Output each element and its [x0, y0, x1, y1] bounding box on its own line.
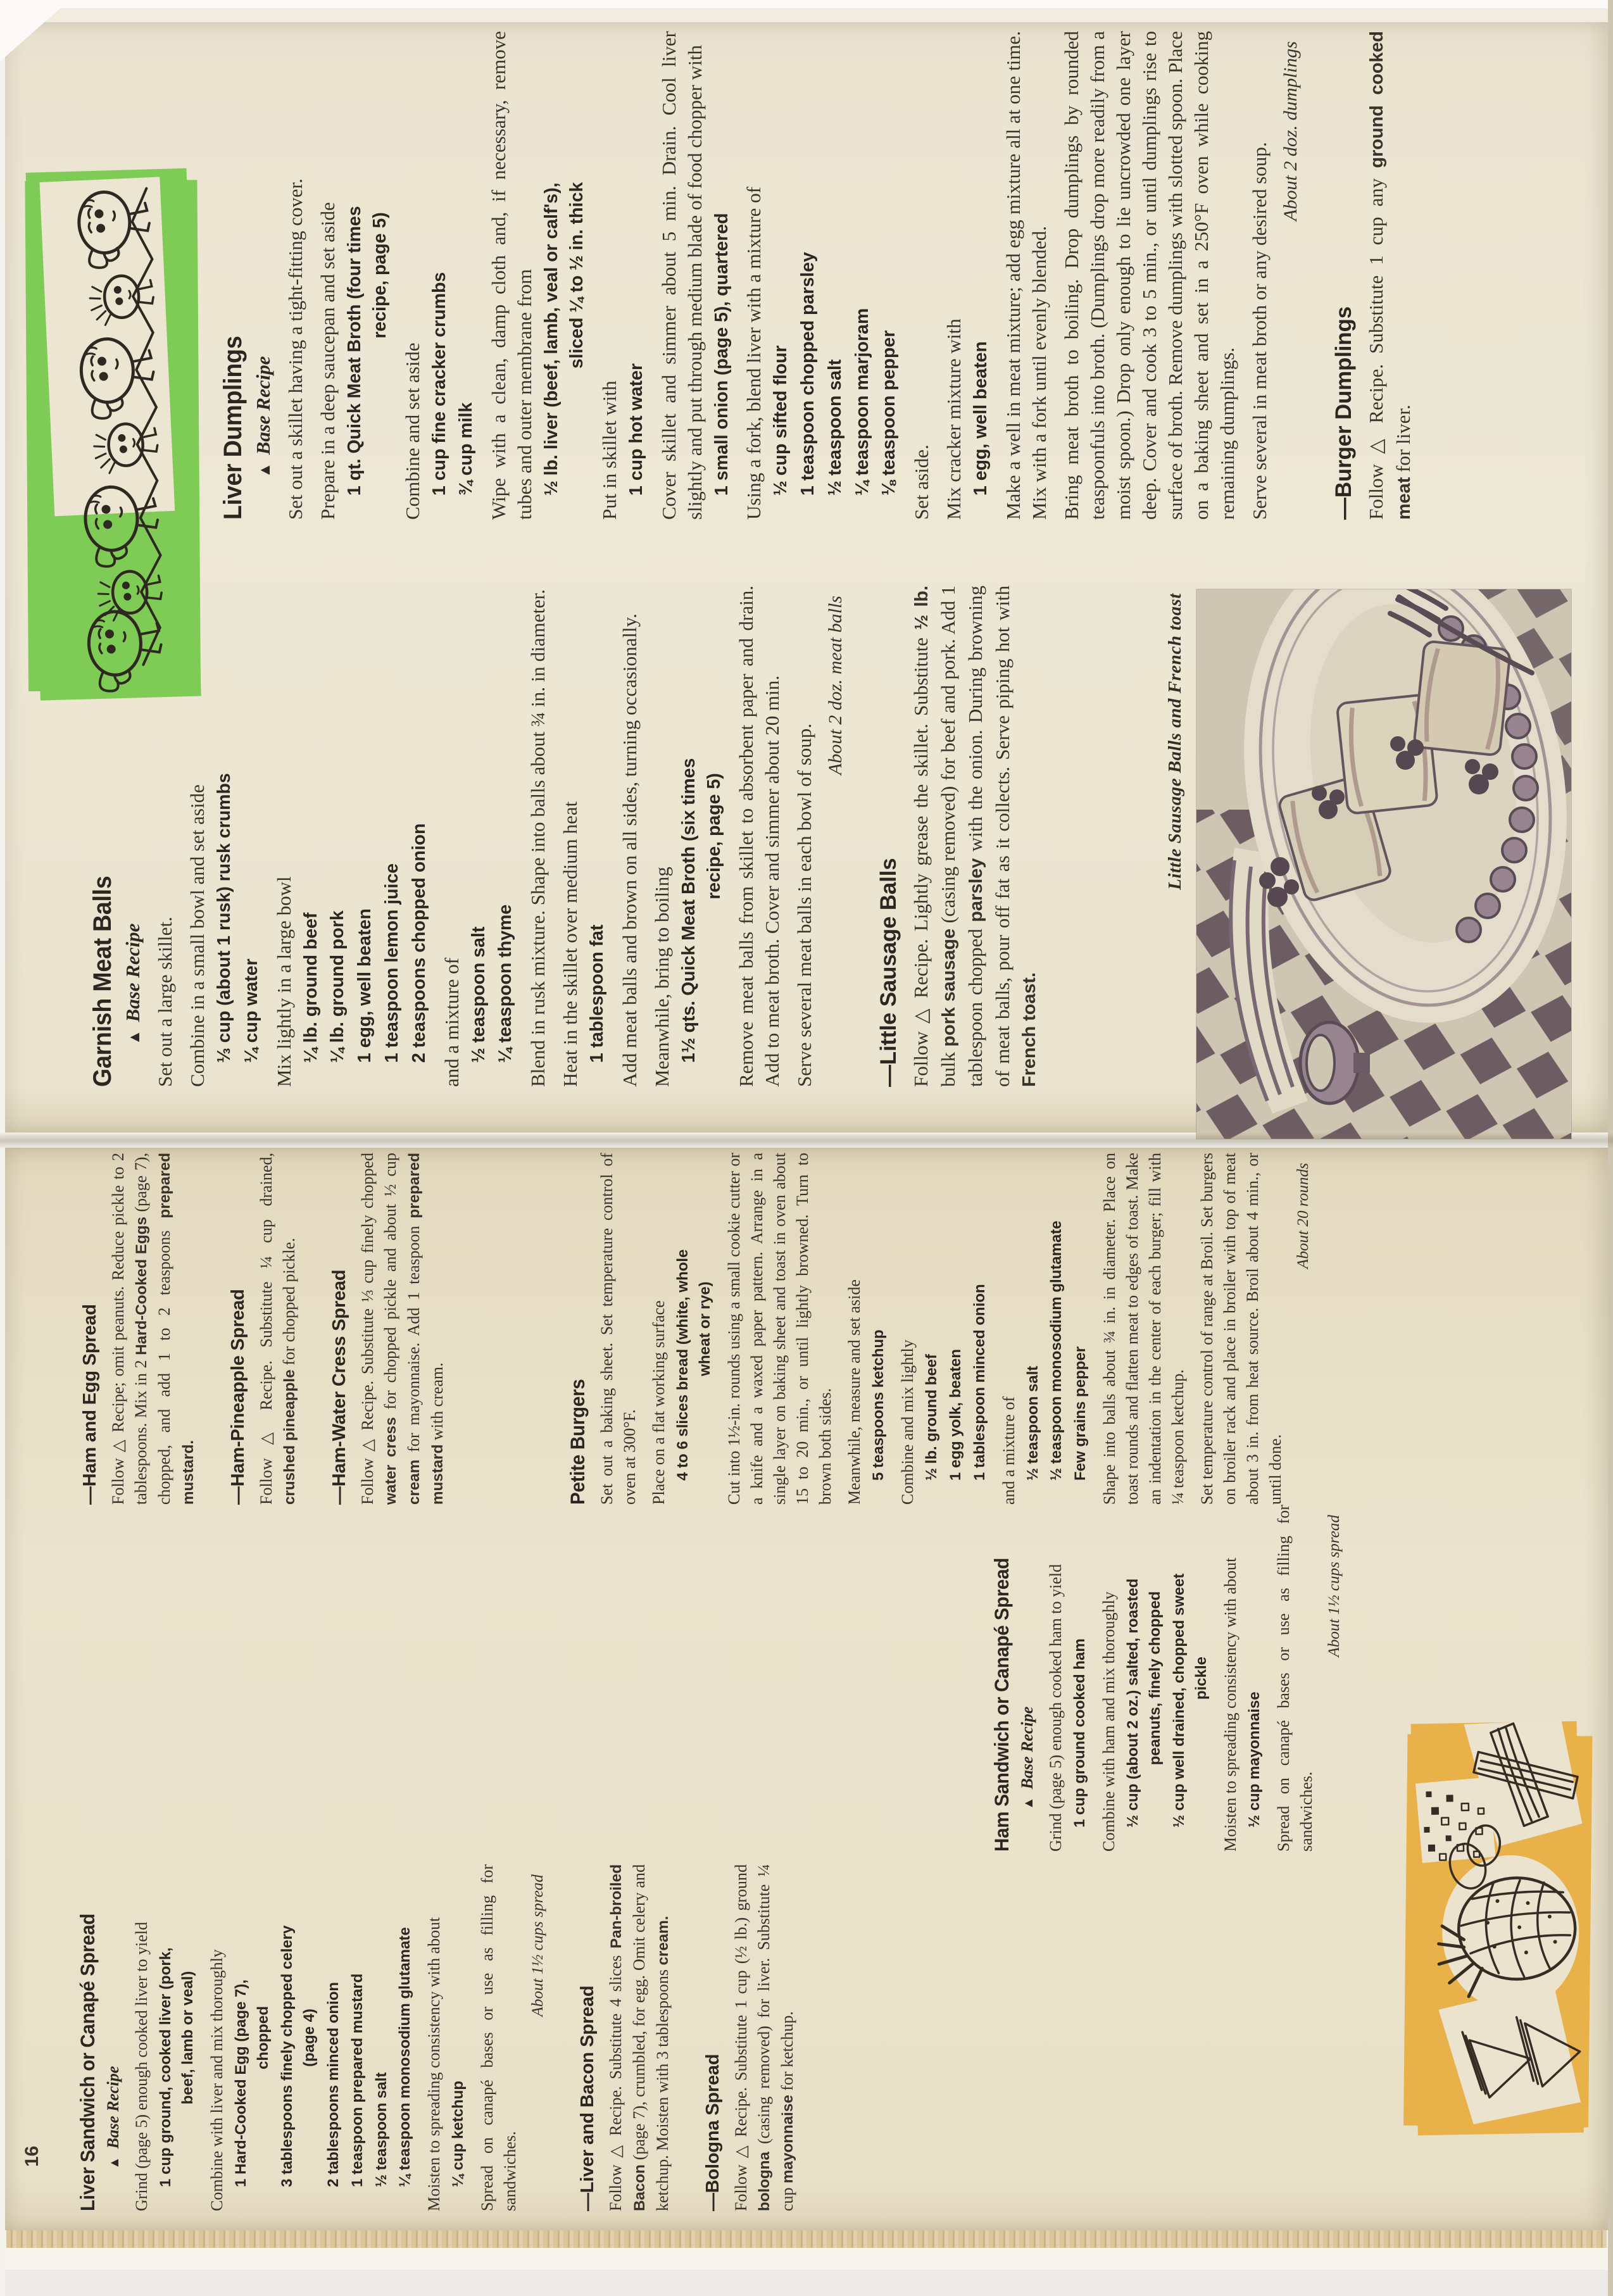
ingredient-line: ½ teaspoon salt	[1024, 1365, 1041, 1481]
variation-title: —Ham-Pineapple Spread	[228, 1289, 248, 1505]
ingredient-line: ¾ cup milk	[456, 402, 477, 496]
ingredient	[454, 31, 479, 520]
ingredient-line: ½ lb. ground beef	[922, 1353, 940, 1481]
ingredient	[353, 586, 378, 1087]
ingredient-line: ½ teaspoon salt	[372, 2072, 390, 2187]
base-recipe-label: ▲Base Recipe	[252, 356, 274, 478]
variation-title: —Liver and Bacon Spread	[577, 1985, 598, 2211]
ingredient	[467, 586, 492, 1087]
step-text: Follow △ Recipe; omit peanuts. Reduce pickle to 2 tablespoons. Mix in 2 Hard-Cooked Eggs (page 7), chopped, and add 1 to 2 teaspoons prepared mustard.	[109, 1153, 197, 1505]
ingredient	[299, 586, 324, 1087]
recipe-title: Liver Sandwich or Canapé Spread	[76, 1913, 99, 2211]
left-page-column-1	[76, 1864, 800, 2211]
step-text: Remove meat balls from skillet to absorbent paper and drain. Add to meat broth. Cover and simmer about 20 min.	[735, 586, 784, 1087]
ingredient	[672, 1153, 717, 1505]
ingredient	[969, 1153, 991, 1505]
ingredient	[1244, 1505, 1266, 1852]
picnic-foods-illustration	[1393, 1700, 1608, 2143]
ingredient-line: ¼ cup ketchup	[449, 2080, 467, 2187]
bold-ingredient-ref: parsley	[966, 858, 987, 922]
ingredient-line: ⅓ cup (about 1 rusk) rusk crumbs	[214, 773, 235, 1063]
book-gutter	[0, 1132, 1613, 1149]
bold-ingredient-ref: ground cooked meat	[1366, 30, 1414, 520]
ingredient-line: sliced ¼ to ½ in. thick	[567, 182, 587, 369]
ingredient-line: 1 cup ground, cooked liver (pork,	[157, 1947, 175, 2187]
ingredient-line: 1 cup ground cooked ham	[1071, 1638, 1089, 1828]
step-text: Add meat balls and brown on all sides, turning occasionally.	[618, 613, 641, 1087]
ingredient-line: 5 teaspoons ketchup	[869, 1329, 887, 1481]
ingredient	[539, 31, 590, 520]
ingredient-line: wheat or rye)	[696, 1281, 713, 1376]
step-text: Cover skillet and simmer about 5 min. Drain. Cool liver slightly and put through medium blade of food chopper with	[657, 31, 706, 520]
variation-title: —Ham and Egg Spread	[80, 1304, 100, 1505]
page-left	[5, 1148, 1608, 2230]
under-page-edge	[0, 2248, 1613, 2269]
ingredient-line: ½ cup (about 2 oz.) salted, roasted	[1124, 1578, 1142, 1828]
ingredient-line: (page 4)	[300, 2009, 318, 2067]
ingredient	[448, 1864, 470, 2211]
ingredient	[1069, 1505, 1091, 1852]
ingredient-line: ½ lb. liver (beef, lamb, veal or calf's),	[541, 182, 562, 496]
ingredient	[677, 586, 727, 1087]
ingredient-line: 1 Hard-Cooked Egg (page 7),	[232, 1979, 250, 2187]
ingredient	[427, 31, 453, 520]
ingredient-line: ½ teaspoon monosodium glutamate	[1048, 1220, 1065, 1481]
ingredient	[769, 31, 794, 520]
step-text: Heat in the skillet over medium heat	[559, 801, 582, 1087]
step-text: Put in skillet with	[598, 380, 620, 520]
ingredient-line: ¼ teaspoon thyme	[495, 904, 516, 1063]
step-text: Meanwhile, measure and set aside	[844, 1279, 863, 1505]
ingredient	[277, 1864, 321, 2211]
spacer	[449, 1153, 532, 1505]
ingredient-line: pickle	[1192, 1656, 1210, 1700]
ingredient-line: 1 egg, well beaten	[970, 341, 991, 496]
ingredient-line: 1 tablespoon fat	[587, 924, 608, 1063]
bold-ingredient-ref: pork sausage	[939, 928, 960, 1047]
recipe-title: Ham Sandwich or Canapé Spread	[990, 1557, 1013, 1852]
step-text: Shape into balls about ¾ in. in diameter. Place on toast rounds and flatten meat to edges of toast. Make an indentation in the center of each burger; fill with ¼ teaspoon ketchup.	[1100, 1153, 1188, 1505]
ingredient-line: 1 egg, well beaten	[355, 908, 375, 1063]
ingredient	[1070, 1153, 1092, 1505]
ingredient-line: ⅛ teaspoon pepper	[879, 330, 900, 496]
ingredient	[347, 1864, 369, 2211]
filled-triangle-icon: ▲	[107, 2156, 122, 2169]
ingredient	[1022, 1153, 1045, 1505]
step-text: Follow △ Recipe. Substitute 1 cup any ground cooked meat for liver.	[1364, 30, 1414, 520]
filled-triangle-icon: ▲	[126, 1029, 143, 1045]
filled-triangle-icon: ▲	[1021, 1797, 1036, 1810]
ingredient	[380, 586, 405, 1087]
ingredient	[877, 31, 902, 520]
step-text: Follow △ Recipe. Substitute 1 cup (½ lb.) ground bologna (casing removed) for liver. Substitute ¼ cup mayonnaise for ketchup.	[732, 1864, 797, 2211]
ingredient	[342, 31, 393, 520]
yield-note: About 1½ cups spread	[529, 1874, 547, 2017]
step-text: Spread on canapé bases or use as filling for sandwiches.	[1274, 1505, 1315, 1852]
left-page-column-2	[990, 1505, 1346, 1852]
photo-caption: Little Sausage Balls and French toast	[1165, 593, 1185, 890]
bold-ingredient-ref: Pan-broiled Bacon	[608, 1864, 649, 2211]
ingredient-line: ¼ lb. ground beef	[300, 912, 321, 1063]
page-edge-white	[0, 0, 1613, 8]
step-text: Set out a baking sheet. Set temperature control of oven at 300°F.	[598, 1153, 639, 1505]
step-text: Grind (page 5) enough cooked liver to yield	[132, 1921, 151, 2211]
ingredient	[325, 586, 351, 1087]
filled-triangle-icon: ▲	[256, 462, 273, 478]
step-text: Grind (page 5) enough cooked ham to yield	[1046, 1564, 1065, 1852]
ingredient-line: 1 teaspoon prepared mustard	[348, 1973, 366, 2187]
ingredient	[969, 31, 994, 520]
ingredient-line: 1 tablespoon minced onion	[970, 1284, 988, 1481]
step-text: Cut into 1½-in. rounds using a small cookie cutter or a knife and a waxed paper pattern. Arrange in a single layer on baking sheet and toast in oven about 15 to 20 min., or until lightly browned. Turn to brown both sides.	[724, 1153, 834, 1505]
ingredient	[1169, 1505, 1213, 1852]
bold-ingredient-ref: water cress	[382, 1417, 399, 1505]
ingredient-line: ½ cup well drained, chopped sweet	[1170, 1573, 1188, 1828]
ingredient-line: ¼ cup water	[241, 958, 261, 1063]
step-text: Moisten to spreading consistency with about	[1221, 1557, 1240, 1852]
recipe-title: Garnish Meat Balls	[89, 875, 116, 1087]
step-text: Serve several meat balls in each bowl of soup.	[793, 723, 816, 1087]
variation-title: —Ham-Water Cress Spread	[329, 1269, 349, 1505]
ingredient-line: 1 cup fine cracker crumbs	[429, 272, 449, 496]
ingredient	[155, 1864, 199, 2211]
variation-title: —Bologna Spread	[703, 2054, 724, 2211]
bold-ingredient-ref: ½ lb.	[912, 586, 932, 630]
bold-ingredient-ref: cream	[406, 1459, 423, 1505]
bold-ingredient-ref: cream.	[655, 1916, 672, 1966]
ingredient-line: ½ teaspoon salt	[468, 926, 489, 1063]
step-text: Set aside.	[910, 444, 933, 520]
ingredient	[945, 1153, 967, 1505]
step-text: Set out a large skillet.	[154, 917, 177, 1087]
step-text: Moisten to spreading consistency with about	[425, 1917, 444, 2211]
ingredient	[407, 586, 432, 1087]
ingredient	[921, 1153, 943, 1505]
ingredient-line: beef, lamb or veal)	[179, 1971, 197, 2105]
ingredient-line: 3 tablespoons finely chopped celery	[278, 1925, 296, 2187]
step-text: and a mixture of	[440, 957, 463, 1087]
step-text: Serve several in meat broth or any desired soup.	[1248, 142, 1271, 520]
step-text: Mix cracker mixture with	[943, 318, 965, 520]
step-text: Prepare in a deep saucepan and set aside	[317, 202, 339, 520]
right-page-column-2	[219, 31, 1417, 520]
step-text: Combine in a small bowl and set aside	[186, 784, 209, 1087]
bold-ingredient-ref: French toast.	[1019, 972, 1040, 1087]
ingredient-line: recipe, page 5)	[369, 212, 390, 339]
step-text: Bring meat broth to boiling. Drop dumplings by rounded teaspoonfuls into broth. (Dumplings drop more readily from a moist spoon.) Drop only enough to lie uncrowded one layer deep. Cover and cook 3 to 5 min., or until dumplings rise to surface of broth. Remove dumplings with slotted spoon. Place on a baking sheet and set in a 250°F oven while cooking remaining dumplings.	[1060, 31, 1238, 520]
step-text: Follow △ Recipe. Substitute 4 slices Pan-broiled Bacon (page 7), crumbled, for egg. Omit celery and ketchup. Moisten with 3 tablespoons cream.	[606, 1864, 672, 2211]
ingredient	[493, 586, 518, 1087]
yield-note: About 2 doz. dumplings	[1279, 41, 1301, 221]
ingredient-line: ½ cup sifted flour	[770, 345, 791, 496]
base-recipe-label: ▲Base Recipe	[122, 923, 144, 1045]
ingredient	[371, 1864, 393, 2211]
step-text: Set temperature control of range at Broil. Set burgers on broiler rack and place in broiler with top of meat about 3 in. from heat source. Broil about 4 min., or until done.	[1198, 1153, 1285, 1505]
bold-ingredient-ref: prepared mustard.	[156, 1153, 197, 1505]
ingredient	[1122, 1505, 1167, 1852]
ingredient-line: ¼ lb. ground pork	[327, 910, 348, 1063]
ingredient-line: 1 teaspoon lemon juice	[382, 863, 403, 1063]
page-edge-stack	[6, 2230, 1607, 2248]
ingredient-line: Few grains pepper	[1072, 1346, 1089, 1481]
step-text: Follow △ Recipe. Substitute ¼ cup drained, crushed pineapple for chopped pickle.	[257, 1153, 298, 1505]
recipe-title: Petite Burgers	[566, 1379, 589, 1505]
step-text: Set out a skillet having a tight-fitting cover.	[284, 179, 307, 520]
step-text: Follow △ Recipe. Substitute ⅓ cup finely chopped water cress for chopped pickle and about ½ cup cream for mayonnaise. Add 1 teaspoon prepared mustard with cream.	[358, 1153, 446, 1505]
ingredient	[239, 586, 265, 1087]
ingredient-line: peanuts, finely chopped	[1146, 1591, 1164, 1766]
ingredient-line: 1 qt. Quick Meat Broth (four times	[344, 206, 365, 496]
yield-note: About 2 doz. meat balls	[824, 596, 846, 775]
ingredient-line: 4 to 6 slices bread (white, whole	[674, 1249, 691, 1481]
bold-ingredient-ref: mayonnaise	[779, 2095, 797, 2183]
ingredient-line: ¼ teaspoon marjoram	[851, 308, 872, 496]
page-number: 16	[22, 2145, 42, 2167]
ingredient-line: recipe, page 5)	[703, 773, 724, 900]
recipe-title: Liver Dumplings	[219, 336, 247, 520]
bold-ingredient-ref: bologna	[756, 2152, 774, 2211]
ingredient	[850, 31, 876, 520]
step-text: Using a fork, blend liver with a mixture of	[743, 186, 765, 520]
ingredient	[868, 1153, 890, 1505]
step-text: Wipe with a clean, damp cloth and, if necessary, remove tubes and outer membrane from	[487, 31, 536, 520]
ingredient-line: 1 teaspoon chopped parsley	[798, 252, 819, 496]
ingredient-line: 1 small onion (page 5), quartered	[711, 213, 732, 496]
ingredient-line: ¼ teaspoon monosodium glutamate	[396, 1927, 414, 2187]
ingredient	[796, 31, 821, 520]
ingredient-line: 1½ qts. Quick Meat Broth (six times	[678, 758, 699, 1063]
ingredient	[230, 1864, 275, 2211]
step-text: and a mixture of	[999, 1396, 1018, 1505]
ingredient	[394, 1864, 417, 2211]
ingredient-line: 2 teaspoons chopped onion	[408, 823, 429, 1063]
base-recipe-label: ▲Base Recipe	[104, 2066, 122, 2169]
ingredient	[710, 31, 735, 520]
chick-children-illustration	[13, 156, 223, 703]
variation-title: —Burger Dumplings	[1331, 306, 1356, 520]
ingredient	[1046, 1153, 1068, 1505]
step-text: Combine with liver and mix thoroughly	[208, 1949, 227, 2211]
step-text: Place on a flat working surface	[650, 1300, 668, 1505]
variation-title: —Little Sausage Balls	[876, 858, 901, 1087]
step-text: Meanwhile, bring to boiling	[650, 867, 673, 1087]
ingredient	[823, 31, 848, 520]
yield-note: About 1½ cups spread	[1325, 1515, 1343, 1657]
table-background	[0, 2269, 1613, 2296]
ingredient	[323, 1864, 345, 2211]
step-text: Follow △ Recipe. Lightly grease the skillet. Substitute ½ lb. bulk pork sausage (casing removed) for beef and pork. Add 1 tablespoon chopped parsley with the onion. During browning of meat balls, pour off fat as it collects. Serve piping hot with French toast.	[910, 585, 1040, 1087]
fore-edge	[0, 8, 1613, 22]
ingredient-line: chopped	[254, 2006, 272, 2069]
step-text: Spread on canapé bases or use as filling for sandwiches.	[478, 1864, 520, 2211]
bold-ingredient-ref: prepared mustard	[406, 1153, 446, 1505]
ingredient	[624, 31, 650, 520]
page-right	[5, 22, 1608, 1132]
ingredient-line: ½ teaspoon salt	[824, 359, 845, 496]
step-text: Make a well in meat mixture; add egg mixture all at one time. Mix with a fork until evenly blended.	[1001, 31, 1050, 520]
ingredient-line: ½ cup mayonnaise	[1245, 1691, 1263, 1828]
base-recipe-label: ▲Base Recipe	[1018, 1706, 1036, 1810]
ingredient-line: 1 cup hot water	[625, 363, 646, 496]
photo-little-sausage-balls	[1196, 589, 1571, 1139]
step-text: Mix lightly in a large bowl	[272, 876, 295, 1087]
ingredient-line: 1 egg yolk, beaten	[946, 1348, 964, 1481]
bold-ingredient-ref: crushed pineapple	[281, 1369, 298, 1505]
left-page-column-3	[80, 1153, 1315, 1505]
step-text: Combine and set aside	[401, 342, 424, 520]
ingredient-line: 2 tablespoons minced onion	[324, 1981, 342, 2187]
step-text: Combine and mix lightly	[898, 1339, 917, 1505]
step-text: Combine with ham and mix thoroughly	[1100, 1591, 1119, 1852]
right-page-column-1	[89, 586, 1043, 1087]
yield-note: About 20 rounds	[1295, 1163, 1312, 1269]
ingredient	[585, 586, 610, 1087]
bold-ingredient-ref: Hard-Cooked Eggs	[133, 1217, 150, 1355]
step-text: Blend in rusk mixture. Shape into balls about ¾ in. in diameter.	[527, 589, 549, 1087]
